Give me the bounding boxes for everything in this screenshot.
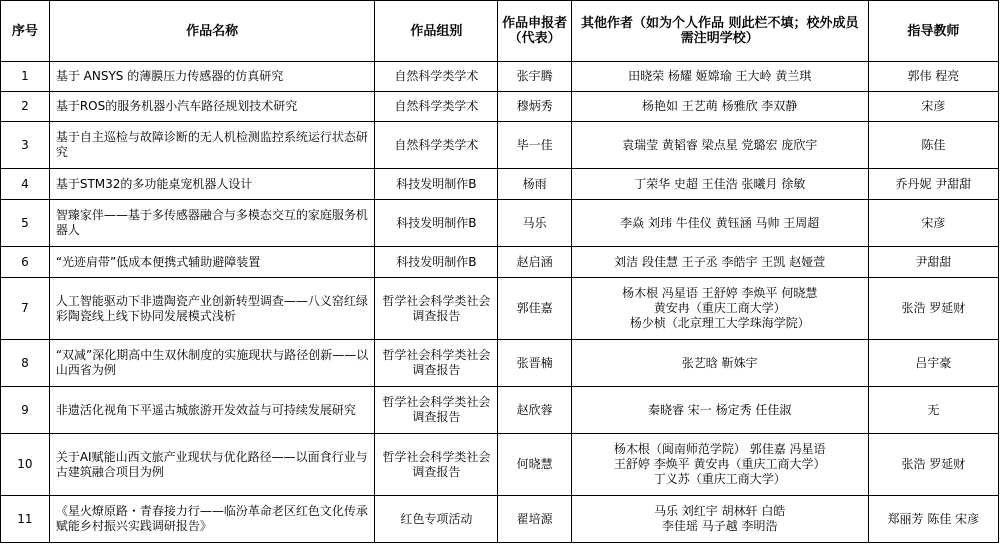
header-name: 作品名称 bbox=[49, 1, 375, 62]
cell-no: 10 bbox=[1, 434, 50, 496]
header-group: 作品组别 bbox=[375, 1, 498, 62]
cell-name: 基于自主巡检与故障诊断的无人机检测监控系统运行状态研究 bbox=[49, 122, 375, 169]
others-line: 李佳瑶 马子越 李明浩 bbox=[661, 519, 778, 533]
cell-others bbox=[571, 62, 868, 92]
cell-no: 7 bbox=[1, 278, 50, 340]
others-line: 丁荣华 史超 王佳浩 张曦月 徐敏 bbox=[634, 176, 806, 191]
others-line: 李焱 刘玮 牛佳仪 黄钰涵 马帅 王周超 bbox=[620, 215, 820, 230]
cell-applicant: 郭佳嘉 bbox=[498, 278, 571, 340]
cell-name: 关于AI赋能山西文旅产业现状与优化路径——以面食行业与古建筑融合项目为例 bbox=[49, 434, 375, 496]
cell-group: 哲学社会科学类社会调查报告 bbox=[375, 387, 498, 434]
others-line: 秦晓睿 宋一 杨定秀 任佳淑 bbox=[647, 402, 792, 417]
table-row bbox=[1, 62, 999, 92]
header-no: 序号 bbox=[1, 1, 50, 62]
others-line: 黄安冉（重庆工商大学） bbox=[653, 301, 786, 315]
cell-others bbox=[571, 496, 868, 543]
cell-teacher: 张浩 罗延财 bbox=[868, 278, 998, 340]
cell-others bbox=[571, 434, 868, 496]
cell-teacher: 张浩 罗延财 bbox=[868, 434, 998, 496]
cell-name: 非遗活化视角下平遥古城旅游开发效益与可持续发展研究 bbox=[49, 387, 375, 434]
cell-others bbox=[571, 340, 868, 387]
cell-group: 科技发明制作B bbox=[375, 247, 498, 278]
others-line: 马乐 刘红宇 胡林轩 白皓 bbox=[653, 504, 786, 518]
cell-teacher: 郑丽芳 陈佳 宋彦 bbox=[868, 496, 998, 543]
cell-group: 自然科学类学术 bbox=[375, 62, 498, 92]
cell-group: 红色专项活动 bbox=[375, 496, 498, 543]
cell-teacher: 吕宇豪 bbox=[868, 340, 998, 387]
others-line: 丁义苏（重庆工商大学） bbox=[653, 472, 786, 486]
table-row bbox=[1, 387, 999, 434]
cell-group: 自然科学类学术 bbox=[375, 122, 498, 169]
cell-others bbox=[571, 92, 868, 122]
cell-teacher: 郭伟 程亮 bbox=[868, 62, 998, 92]
cell-applicant: 赵启涵 bbox=[498, 247, 571, 278]
others-line: 张艺晗 靳姝宇 bbox=[681, 355, 758, 370]
cell-others bbox=[571, 278, 868, 340]
table-row bbox=[1, 169, 999, 200]
cell-group: 哲学社会科学类社会调查报告 bbox=[375, 434, 498, 496]
cell-name: “双减”深化期高中生双休制度的实施现状与路径创新——以山西省为例 bbox=[49, 340, 375, 387]
cell-no: 4 bbox=[1, 169, 50, 200]
table-row bbox=[1, 122, 999, 169]
table-row bbox=[1, 200, 999, 247]
cell-applicant: 毕一佳 bbox=[498, 122, 571, 169]
cell-teacher: 陈佳 bbox=[868, 122, 998, 169]
cell-group: 科技发明制作B bbox=[375, 200, 498, 247]
cell-group: 科技发明制作B bbox=[375, 169, 498, 200]
cell-group: 哲学社会科学类社会调查报告 bbox=[375, 278, 498, 340]
others-line: 田晓荣 杨耀 姬嫦瑜 王大岭 黄兰琪 bbox=[628, 69, 812, 83]
cell-others bbox=[571, 122, 868, 169]
cell-no: 2 bbox=[1, 92, 50, 122]
table-row bbox=[1, 92, 999, 122]
cell-teacher: 尹甜甜 bbox=[868, 247, 998, 278]
cell-no: 11 bbox=[1, 496, 50, 543]
cell-group: 哲学社会科学类社会调查报告 bbox=[375, 340, 498, 387]
cell-no: 1 bbox=[1, 62, 50, 92]
others-line: 刘洁 段佳慧 王子丞 李皓宇 王凯 赵娅萱 bbox=[614, 254, 826, 269]
cell-no: 8 bbox=[1, 340, 50, 387]
header-teacher: 指导教师 bbox=[868, 1, 998, 62]
cell-applicant: 赵欣蓉 bbox=[498, 387, 571, 434]
cell-teacher: 乔丹妮 尹甜甜 bbox=[868, 169, 998, 200]
others-line: 杨木根 冯星语 王舒婷 李焕平 何晓慧 bbox=[622, 286, 818, 300]
cell-applicant: 穆炳秀 bbox=[498, 92, 571, 122]
cell-teacher: 宋彦 bbox=[868, 200, 998, 247]
cell-teacher: 宋彦 bbox=[868, 92, 998, 122]
cell-name: 《星火燎原路・青春接力行——临汾革命老区红色文化传承赋能乡村振兴实践调研报告》 bbox=[49, 496, 375, 543]
cell-name: 基于 ANSYS 的薄膜压力传感器的仿真研究 bbox=[49, 62, 375, 92]
cell-name: 人工智能驱动下非遗陶瓷产业创新转型调查——八义窑红绿彩陶瓷线上线下协同发展模式浅析 bbox=[49, 278, 375, 340]
header-others: 其他作者（如为个人作品 则此栏不填；校外成员需注明学校） bbox=[571, 1, 868, 62]
cell-name: “光迹肩带”低成本便携式辅助避障装置 bbox=[49, 247, 375, 278]
cell-others bbox=[571, 169, 868, 200]
cell-no: 9 bbox=[1, 387, 50, 434]
others-line: 王舒婷 李焕平 黄安冉（重庆工商大学） bbox=[613, 457, 826, 471]
table-row bbox=[1, 340, 999, 387]
others-line: 杨艳如 王艺萌 杨雅欣 李双静 bbox=[641, 99, 798, 113]
others-line: 杨少桢（北京理工大学珠海学院） bbox=[629, 316, 810, 330]
cell-others bbox=[571, 387, 868, 434]
cell-applicant: 张晋楠 bbox=[498, 340, 571, 387]
cell-group: 自然科学类学术 bbox=[375, 92, 498, 122]
cell-applicant: 张宇腾 bbox=[498, 62, 571, 92]
table-row bbox=[1, 278, 999, 340]
others-line: 袁瑞莹 黄韬睿 梁点星 党璐宏 庞欣宇 bbox=[622, 137, 818, 152]
cell-applicant: 翟培源 bbox=[498, 496, 571, 543]
table-row bbox=[1, 496, 999, 543]
cell-no: 5 bbox=[1, 200, 50, 247]
cell-teacher: 无 bbox=[868, 387, 998, 434]
cell-name: 基于STM32的多功能桌宠机器人设计 bbox=[49, 169, 375, 200]
others-line: 杨木根（闽南师范学院） 郭佳嘉 冯星语 bbox=[613, 442, 826, 456]
cell-no: 6 bbox=[1, 247, 50, 278]
header-row bbox=[1, 1, 999, 62]
cell-others bbox=[571, 200, 868, 247]
header-applicant: 作品申报者（代表） bbox=[498, 1, 571, 62]
cell-applicant: 马乐 bbox=[498, 200, 571, 247]
cell-name: 智臻家伴——基于多传感器融合与多模态交互的家庭服务机器人 bbox=[49, 200, 375, 247]
cell-others bbox=[571, 247, 868, 278]
cell-no: 3 bbox=[1, 122, 50, 169]
table-row bbox=[1, 434, 999, 496]
cell-applicant: 杨雨 bbox=[498, 169, 571, 200]
table-row bbox=[1, 247, 999, 278]
cell-name: 基于ROS的服务机器小汽车路径规划技术研究 bbox=[49, 92, 375, 122]
cell-applicant: 何晓慧 bbox=[498, 434, 571, 496]
